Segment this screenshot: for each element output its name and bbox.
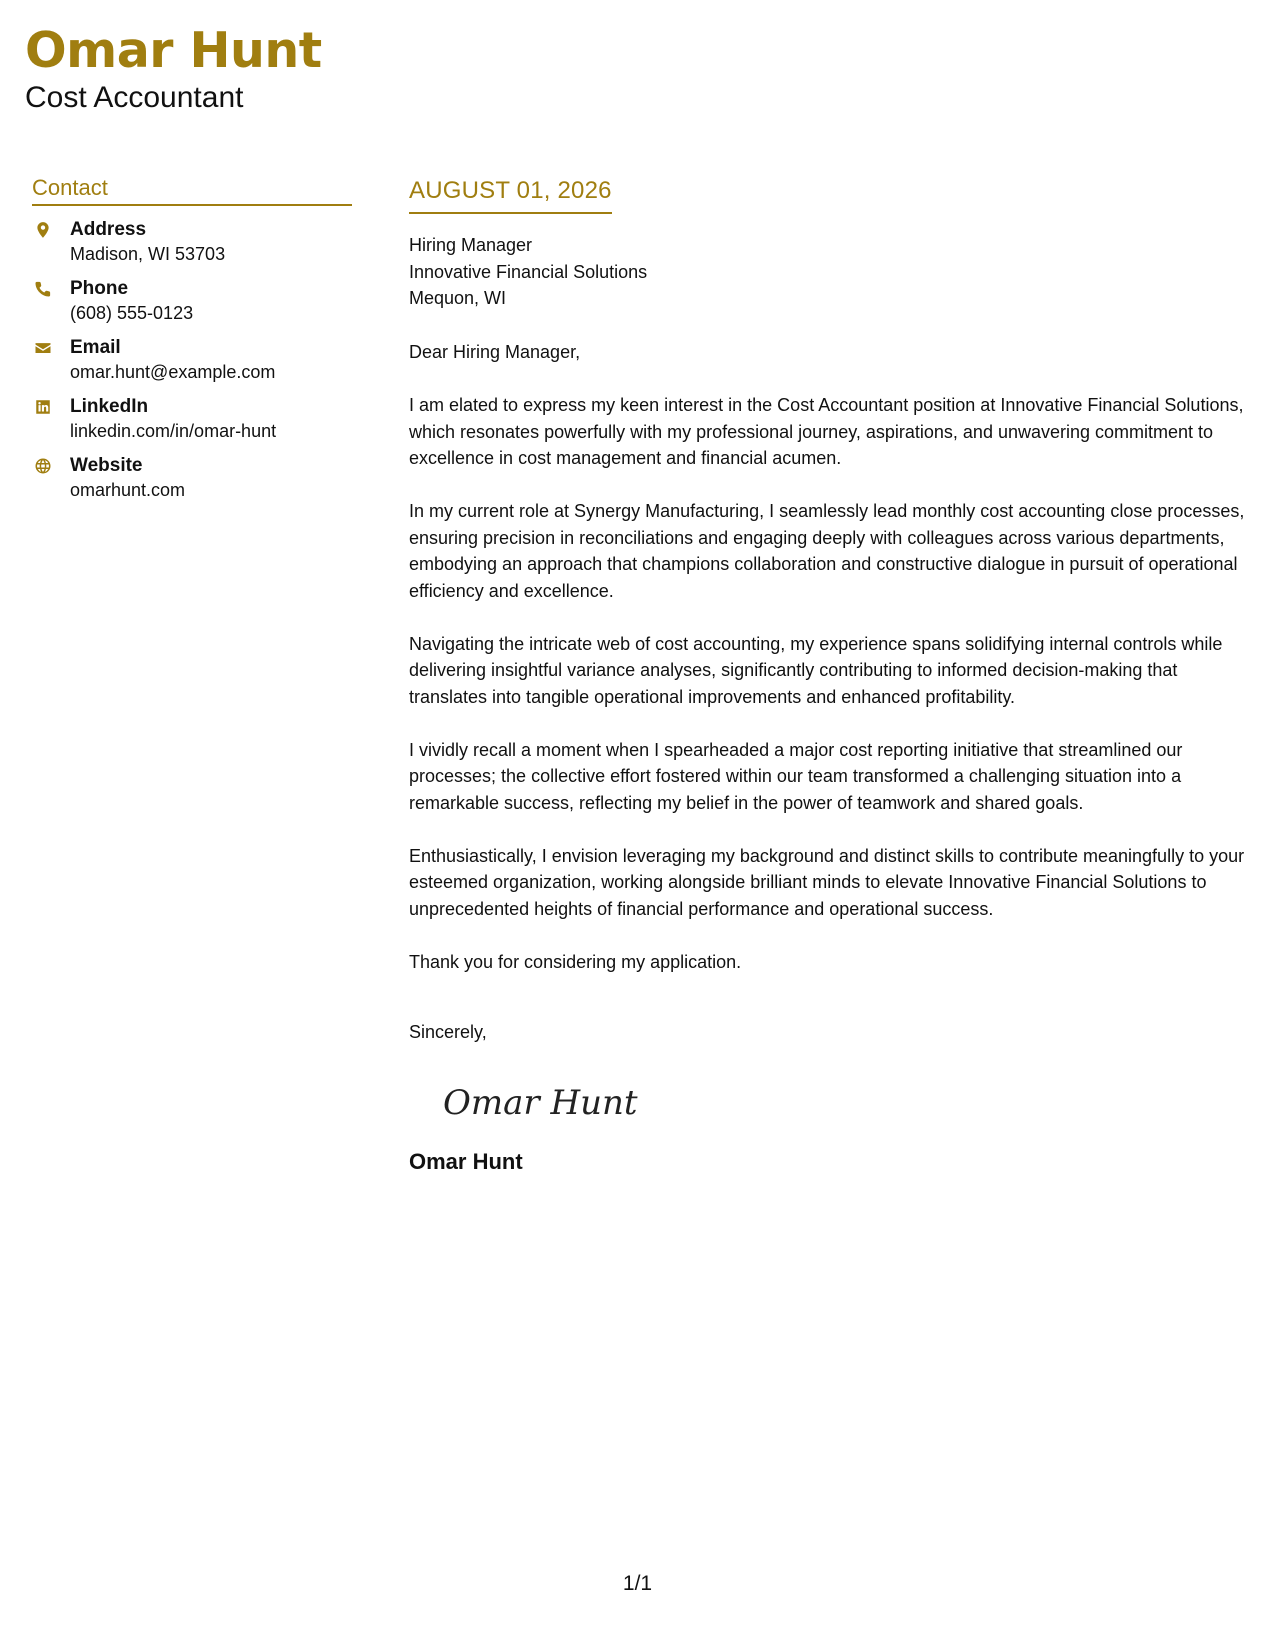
contact-item-address <box>32 218 352 266</box>
letter-body <box>409 392 1254 975</box>
salutation: Dear Hiring Manager, <box>409 341 581 362</box>
phone-icon <box>32 277 70 301</box>
contact-item-phone <box>32 277 352 325</box>
recipient-line: Innovative Financial Solutions <box>409 261 648 282</box>
contact-label: LinkedIn <box>70 396 149 417</box>
cover-letter <box>409 176 1254 1176</box>
contact-item-email <box>32 336 352 384</box>
website-value[interactable]: omarhunt.com <box>70 480 186 500</box>
header <box>25 22 322 116</box>
contact-item-website <box>32 454 352 502</box>
address-value: Madison, WI 53703 <box>70 244 226 264</box>
contact-heading: Contact <box>32 175 352 206</box>
contact-label: Email <box>70 337 121 358</box>
body-paragraph: I vividly recall a moment when I spearheaded a major cost reporting initiative that streamlined our processes; the collective effort fostered within our team transformed a challenging situation into a remarkable success, reflecting my belief in the power of teamwork and shared goals. <box>409 739 1183 813</box>
recipient-block <box>409 232 1254 312</box>
letter-date: AUGUST 01, 2026 <box>409 176 612 214</box>
recipient-line: Mequon, WI <box>409 288 507 308</box>
contact-label: Address <box>70 219 147 240</box>
linkedin-icon <box>32 395 70 419</box>
signature <box>441 1076 1254 1126</box>
linkedin-value[interactable]: linkedin.com/in/omar-hunt <box>70 421 277 441</box>
contact-label: Phone <box>70 278 129 299</box>
signer-name: Omar Hunt <box>409 1148 523 1174</box>
signature-script: Omar Hunt <box>443 1082 638 1123</box>
contact-sidebar <box>32 175 352 513</box>
applicant-name: Omar Hunt <box>25 22 322 79</box>
phone-value[interactable]: (608) 555-0123 <box>70 303 194 323</box>
page-number: 1/1 <box>622 1572 653 1595</box>
globe-icon <box>32 454 70 478</box>
body-paragraph: In my current role at Synergy Manufacturing, I seamlessly lead monthly cost accounting close processes, ensuring precision in reconciliations and engaging deeply with colleagues across various departments, embodying an approach that champions collaboration and constructive dialogue in pursuit of operational efficiency and excellence. <box>409 501 1245 601</box>
body-paragraph: I am elated to express my keen interest in the Cost Accountant position at Innovative Financial Solutions, which resonates powerfully with my professional journey, aspirations, and unwavering commitment to excellence in cost management and financial acumen. <box>409 395 1244 468</box>
contact-label: Website <box>70 455 143 476</box>
envelope-icon <box>32 336 70 360</box>
map-pin-icon <box>32 218 70 242</box>
closing: Sincerely, <box>409 1022 487 1042</box>
recipient-line: Hiring Manager <box>409 235 533 255</box>
email-value[interactable]: omar.hunt@example.com <box>70 362 276 382</box>
body-paragraph: Enthusiastically, I envision leveraging my background and distinct skills to contribute meaningfully to your esteemed organization, working alongside brilliant minds to elevate Innovative Financial Solutions to unprecedented heights of financial performance and operational success. <box>409 845 1245 919</box>
body-paragraph: Thank you for considering my application. <box>409 951 742 972</box>
body-paragraph: Navigating the intricate web of cost accounting, my experience spans solidifying internal controls while delivering insightful variance analyses, significantly contributing to informed decision-making that translates into tangible operational improvements and enhanced profitability. <box>409 633 1223 707</box>
job-title: Cost Accountant <box>25 81 244 114</box>
contact-item-linkedin <box>32 395 352 443</box>
